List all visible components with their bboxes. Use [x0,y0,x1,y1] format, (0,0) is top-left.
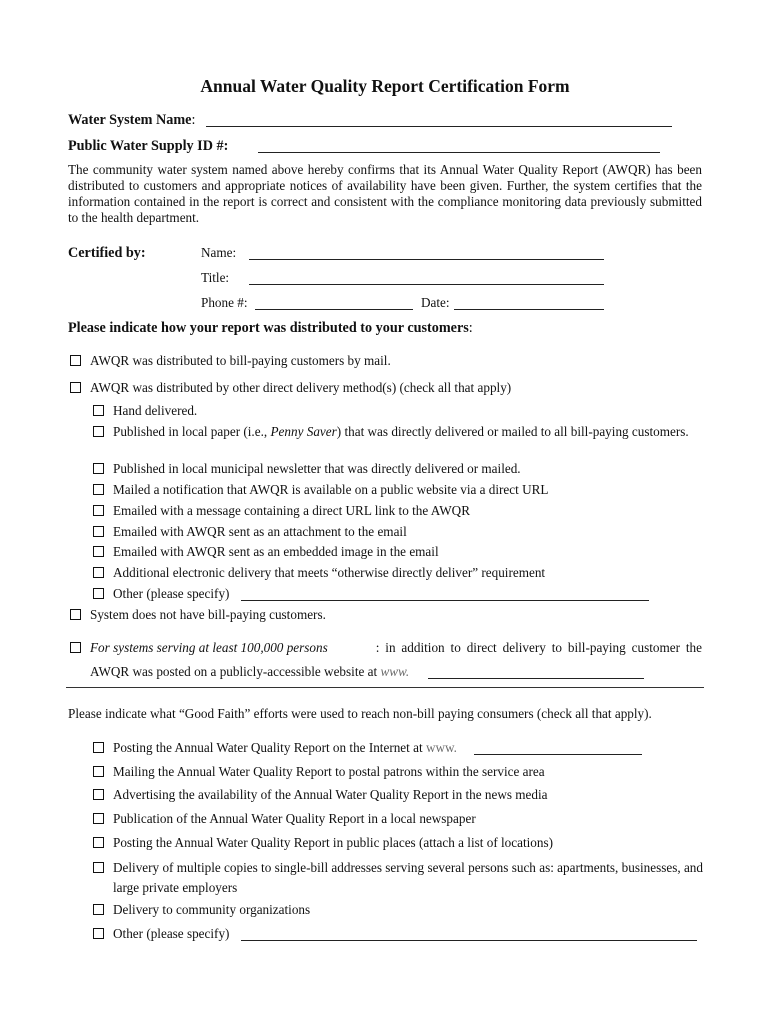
checkbox-gf-advertising[interactable] [93,789,104,800]
option-mail-label: AWQR was distributed to bill-paying customers by mail. [90,353,391,368]
option-electronic [93,565,545,581]
gf-community-label: Delivery to community organizations [113,902,311,917]
checkbox-email-link[interactable] [93,505,104,516]
large-systems-italic: For systems serving at least 100,000 persons [90,640,328,655]
certified-by-label: Certified by: [68,245,146,261]
distribution-heading-row: Please indicate how your report was distributed to your customers: [68,320,473,336]
large-systems-line2-text: AWQR was posted on a publicly-accessible website at [90,664,378,679]
checkbox-hand[interactable] [93,405,104,416]
name-field[interactable] [249,247,604,260]
option-no-bill [70,607,326,623]
title-label: Title: [201,270,230,285]
other-specify-field[interactable] [241,588,649,601]
large-systems-website-field[interactable] [428,666,644,679]
date-label: Date: [421,295,450,310]
option-no-bill-label: System does not have bill-paying customers. [90,607,326,622]
option-large-systems [70,640,702,656]
checkbox-gf-internet[interactable] [93,742,104,753]
checkbox-gf-multiple[interactable] [93,862,104,873]
option-email-attach [93,524,407,540]
phone-label: Phone #: [201,295,248,310]
option-hand [93,403,197,419]
checkbox-gf-community[interactable] [93,904,104,915]
checkbox-email-embed[interactable] [93,546,104,557]
option-newsletter [93,461,521,477]
option-newsletter-label: Published in local municipal newsletter that was directly delivered or mailed. [113,461,521,476]
checkbox-notification[interactable] [93,484,104,495]
section-divider [66,687,704,688]
large-systems-line2 [90,664,409,680]
checkbox-electronic[interactable] [93,567,104,578]
checkbox-no-bill[interactable] [70,609,81,620]
option-paper-italic: Penny Saver [270,424,337,439]
option-email-embed [93,544,439,560]
certification-statement: The community water system named above hereby confirms that its Annual Water Quality Report (AWQR) has been distributed to customers and appropriate notices of availability have been given. Further, the system certifies that the information contained in the report is correct and consistent with the compliance monitoring data previously submitted to the health department. [68,162,702,225]
option-email-attach-label: Emailed with AWQR sent as an attachment to the email [113,524,407,539]
good-faith-public-places [93,835,553,851]
checkbox-other-direct[interactable] [70,382,81,393]
option-paper-text [113,424,703,440]
date-field[interactable] [454,297,604,310]
option-email-link-label: Emailed with a message containing a direct URL link to the AWQR [113,503,470,518]
option-other-direct [70,380,511,396]
option-email-link [93,503,470,519]
good-faith-heading: Please indicate what “Good Faith” efforts were used to reach non-bill paying consumers (check all that apply). [68,706,652,721]
checkbox-mail[interactable] [70,355,81,366]
option-notification [93,482,548,498]
option-large-systems-wrap [70,640,328,656]
gf-newspaper-label: Publication of the Annual Water Quality Report in a local newspaper [113,811,476,826]
option-email-embed-label: Emailed with AWQR sent as an embedded image in the email [113,544,439,559]
good-faith-multiple [93,858,703,898]
checkbox-gf-other[interactable] [93,928,104,939]
water-system-name-row: Water System Name: [68,112,196,128]
water-system-name-label: Water System Name [68,112,192,128]
option-paper [93,424,703,440]
public-water-supply-label: Public Water Supply ID #: [68,138,229,154]
gf-internet-label: Posting the Annual Water Quality Report on the Internet at [113,740,423,755]
good-faith-advertising [93,787,548,803]
option-other-specify [93,586,229,602]
good-faith-community [93,902,310,918]
large-systems-rest: : in addition to direct delivery to bill-paying customer the [375,640,702,655]
good-faith-internet [93,740,457,756]
good-faith-newspaper [93,811,476,827]
checkbox-paper[interactable] [93,426,104,437]
good-faith-other [93,926,229,942]
water-system-name-field[interactable] [206,113,672,127]
option-electronic-label: Additional electronic delivery that meets “otherwise directly deliver” requirement [113,565,546,580]
option-notification-label: Mailed a notification that AWQR is available on a public website via a direct URL [113,482,549,497]
option-paper-pre: Published in local paper (i.e., [113,424,268,439]
name-label: Name: [201,245,237,260]
gf-other-label: Other (please specify) [113,926,230,941]
gf-other-field[interactable] [241,928,697,941]
checkbox-newsletter[interactable] [93,463,104,474]
gf-internet-field[interactable] [474,742,642,755]
distribution-heading: Please indicate how your report was distributed to your customers [68,320,469,336]
gf-internet-www: www. [425,740,457,755]
gf-postal-label: Mailing the Annual Water Quality Report to postal patrons within the service area [113,764,545,779]
form-title: Annual Water Quality Report Certification Form [200,76,570,96]
public-water-supply-field[interactable] [258,139,660,153]
option-mail [70,353,391,369]
good-faith-postal [93,764,545,780]
phone-field[interactable] [255,297,413,310]
title-field[interactable] [249,272,604,285]
gf-advertising-label: Advertising the availability of the Annual Water Quality Report in the news media [113,787,548,802]
large-systems-www: www. [380,664,410,679]
option-other-specify-label: Other (please specify) [113,586,230,601]
gf-multiple-label: Delivery of multiple copies to single-bill addresses serving several persons such as: apartments, businesses, and large private employers [113,860,703,895]
checkbox-large-systems[interactable] [70,642,81,653]
checkbox-gf-public-places[interactable] [93,837,104,848]
gf-public-places-label: Posting the Annual Water Quality Report in public places (attach a list of locations) [113,835,554,850]
checkbox-gf-newspaper[interactable] [93,813,104,824]
option-other-direct-label: AWQR was distributed by other direct delivery method(s) (check all that apply) [90,380,512,395]
checkbox-other-specify[interactable] [93,588,104,599]
checkbox-gf-postal[interactable] [93,766,104,777]
option-paper-post: ) that was directly delivered or mailed to all bill-paying customers. [336,424,689,439]
checkbox-email-attach[interactable] [93,526,104,537]
option-hand-label: Hand delivered. [113,403,198,418]
